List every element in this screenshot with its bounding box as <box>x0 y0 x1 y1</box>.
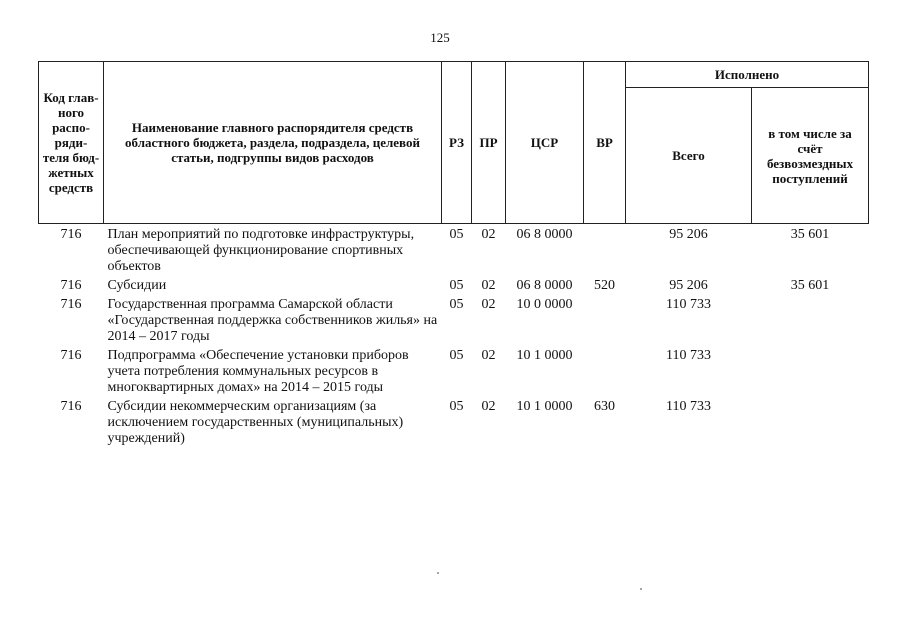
header-total: Всего <box>626 88 752 224</box>
cell-code: 716 <box>60 399 82 414</box>
table-row <box>39 294 869 345</box>
header-pr: ПР <box>472 62 506 224</box>
cell-pr: 02 <box>481 399 496 414</box>
header-code: Код глав- ного распо- ряди- теля бюд- жетных средств <box>39 62 104 224</box>
cell-name: Подпрограмма «Обеспечение установки приборов учета потребления коммунальных ресурсов в многоквартирных домах» на 2014 – 2015 годы <box>107 348 409 395</box>
cell-name: Субсидии некоммерческим организациям (за исключением государственных (муниципальных) учреждений) <box>107 399 404 446</box>
cell-name: Субсидии <box>107 278 167 293</box>
cell-pr: 02 <box>481 348 496 363</box>
cell-csr: 10 0 0000 <box>516 297 573 312</box>
header-csr: ЦСР <box>506 62 584 224</box>
header-name: Наименование главного распорядителя средств областного бюджета, раздела, подраздела, целевой статьи, подгруппы видов расходов <box>104 62 442 224</box>
cell-csr: 06 8 0000 <box>516 278 573 293</box>
cell-total: 110 733 <box>666 297 711 312</box>
cell-vr: 630 <box>594 399 615 414</box>
header-free: в том числе за счёт безвозмездных поступлений <box>752 88 869 224</box>
cell-rz: 05 <box>449 399 464 414</box>
cell-rz: 05 <box>449 297 464 312</box>
cell-pr: 02 <box>481 278 496 293</box>
table-row <box>39 396 869 447</box>
scan-speck <box>437 572 439 574</box>
header-rz: РЗ <box>442 62 472 224</box>
cell-csr: 06 8 0000 <box>516 227 573 242</box>
cell-free: 35 601 <box>790 278 830 293</box>
cell-name: Государственная программа Самарской области «Государственная поддержка собственников жилья» на 2014 – 2017 годы <box>107 297 438 344</box>
cell-rz: 05 <box>449 278 464 293</box>
cell-pr: 02 <box>481 227 496 242</box>
cell-total: 95 206 <box>669 278 708 293</box>
cell-free: 35 601 <box>790 227 830 242</box>
page-number: 125 <box>430 30 450 45</box>
cell-csr: 10 1 0000 <box>516 399 573 414</box>
header-vr: ВР <box>584 62 626 224</box>
cell-code: 716 <box>60 348 82 363</box>
cell-vr <box>584 345 626 396</box>
cell-vr: 520 <box>594 278 615 293</box>
cell-free <box>752 294 869 345</box>
cell-rz: 05 <box>449 227 464 242</box>
scan-speck <box>640 588 642 590</box>
budget-table <box>38 61 869 447</box>
cell-total: 95 206 <box>669 227 708 242</box>
cell-code: 716 <box>60 297 82 312</box>
cell-vr <box>584 294 626 345</box>
cell-free <box>752 345 869 396</box>
cell-total: 110 733 <box>666 399 711 414</box>
cell-code: 716 <box>60 227 82 242</box>
cell-total: 110 733 <box>666 348 711 363</box>
table-row <box>39 275 869 294</box>
table-row <box>39 224 869 276</box>
cell-name: План мероприятий по подготовке инфраструктуры, обеспечивающей функционирование спортивных объектов <box>107 227 415 274</box>
cell-pr: 02 <box>481 297 496 312</box>
cell-csr: 10 1 0000 <box>516 348 573 363</box>
cell-rz: 05 <box>449 348 464 363</box>
cell-vr <box>584 224 626 276</box>
cell-code: 716 <box>60 278 82 293</box>
header-executed: Исполнено <box>626 62 869 88</box>
table-row <box>39 345 869 396</box>
cell-free <box>752 396 869 447</box>
